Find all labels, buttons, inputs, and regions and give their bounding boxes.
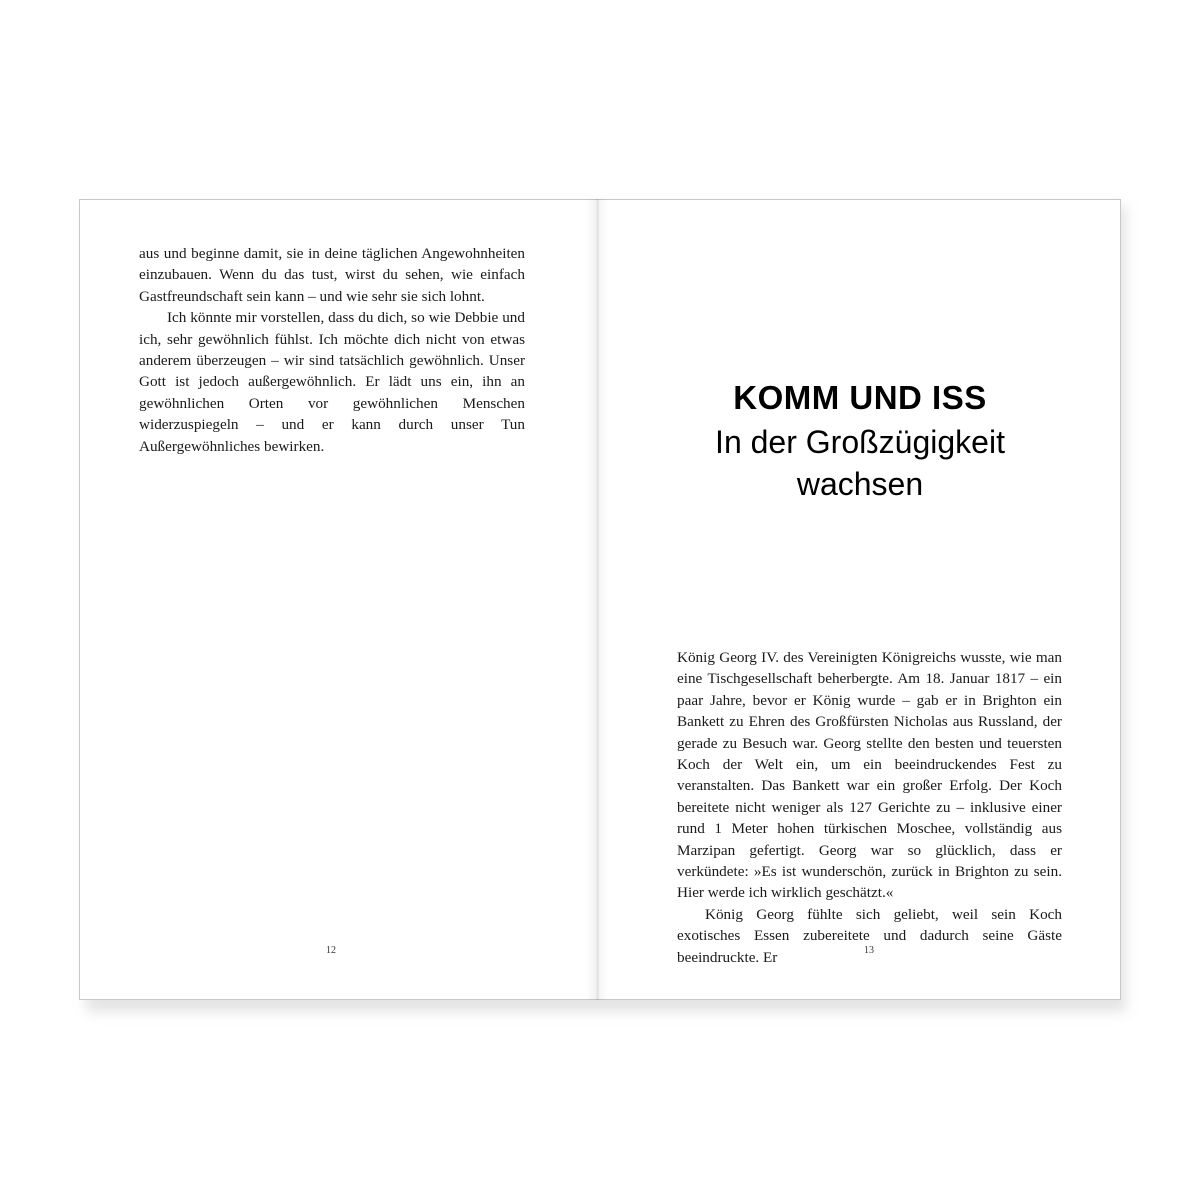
chapter-subtitle-line-2: wachsen <box>796 466 924 502</box>
right-page-body <box>677 647 1062 968</box>
right-paragraph-1: König Georg IV. des Vereinigten Königreichs wusste, wie man eine Tischgesellschaft beherbergte. Am 18. Januar 1817 – ein paar Jahre, bevor er König wurde – gab er in Brighton ein Bankett zu Ehren des Großfürsten Nicholas aus Russland, der gerade zu Besuch war. Georg stellte den besten und teuersten Koch der Welt ein, um ein beeindruckendes Fest zu veranstalten. Das Bankett war ein großer Erfolg. Der Koch bereitete nicht weniger als 127 Gerichte zu – inklusive einer rund 1 Meter hohen türkischen Moschee, vollständig aus Marzipan gefertigt. Georg war so glücklich, dass er verkündete: »Es ist wunderschön, zurück in Brighton zu sein. Hier werde ich wirklich geschätzt.« <box>677 649 1062 902</box>
left-page-body <box>139 243 525 457</box>
chapter-subtitle-line-1: In der Großzügigkeit <box>715 424 1005 460</box>
book-gutter <box>586 199 608 1000</box>
page-number-left: 12 <box>326 945 336 956</box>
chapter-title: KOMM UND ISS <box>733 379 987 416</box>
left-paragraph-1: aus und beginne damit, sie in deine täglichen Angewohnheiten einzubauen. Wenn du das tust, wirst du sehen, wie einfach Gastfreundschaft sein kann – und wie sehr sie sich lohnt. <box>139 245 525 305</box>
right-paragraph-2: König Georg fühlte sich geliebt, weil sein Koch exotisches Essen zubereitete und dadurch seine Gäste beeindruckte. Er <box>677 905 1062 966</box>
left-paragraph-2: Ich könnte mir vorstellen, dass du dich, so wie Debbie und ich, sehr gewöhnlich fühlst. Ich möchte dich nicht von etwas anderem überzeugen – wir sind tatsächlich gewöhnlich. Unser Gott ist jedoch außergewöhnlich. Er lädt uns ein, ihn an gewöhnlichen Orten vor gewöhnlichen Menschen widerzuspiegeln – und er kann durch unser Tun Außergewöhnliches bewirken. <box>139 309 525 455</box>
chapter-subtitle <box>640 421 1080 505</box>
page-number-right: 13 <box>864 945 874 956</box>
